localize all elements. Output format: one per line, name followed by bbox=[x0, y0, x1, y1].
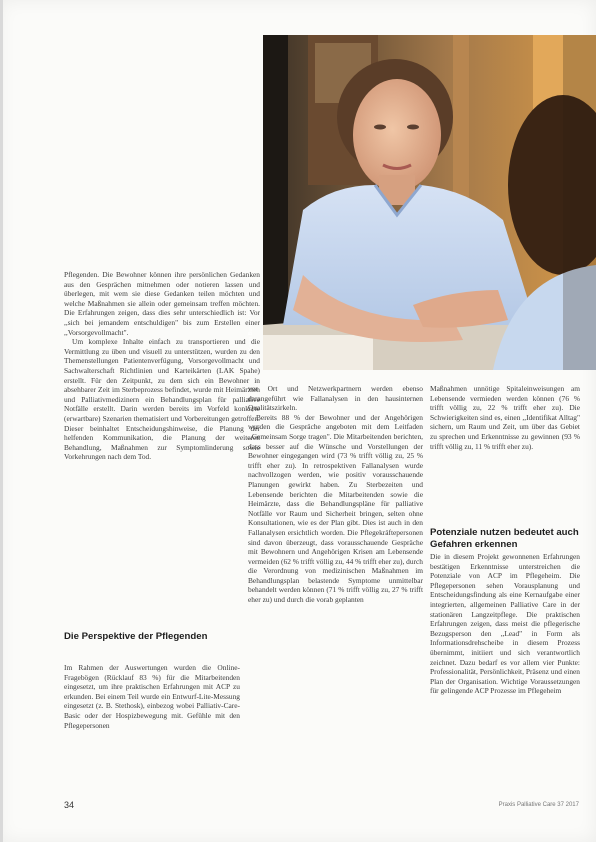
paragraph: Um komplexe Inhalte einfach zu transportieren und die Vermittlung zu üben und visuell zu unterstützen, wurden zu den Themenstellungen Patientenverfügung, Vorsorgevollmacht und Sachwalterschaft Richtlinien und Karteikärten (LAK Spahe) erstellt. Für den Zeitpunkt, zu dem sich ein Bewohner in absehbarer Zeit im Sterbeprozess befindet, wurde mit Heimärzten und Palliativmedizinern ein Behandlungsplan für palliative Notfälle erstellt. Darin werden bereits im Vorfeld konkrete (erwartbare) Szenarien thematisiert und Vorbereitungen getroffen. Dieser beinhaltet Entscheidungshinweise, die Planung der helfenden Kommunikation, die Planung der weiteren Behandlung, Maßnahmen zur Symptomlinderung sowie Vorkehrungen nach dem Tod. bbox=[64, 337, 260, 462]
column-1-bottom bbox=[64, 663, 240, 730]
scan-edge bbox=[0, 0, 3, 842]
column-2 bbox=[248, 384, 423, 605]
page-number: 34 bbox=[64, 800, 75, 810]
section-heading-perspective: Die Perspektive der Pflegenden bbox=[64, 631, 208, 642]
section-heading-potential: Potenziale nutzen bedeutet auch Gefahren erkennen bbox=[430, 527, 579, 550]
paragraph: Im Rahmen der Auswertungen wurden die Online-Fragebögen (Rücklauf 83 %) für die Mitarbeitenden eingesetzt, um ihre praktischen Erfahrungen mit ACP zu erkunden. Bei einem Teil wurde ein Entwurf-Lite-Messung eingesetzt (z. B. Stethosk), einbezog wobei Palliativ-Care-Basic oder der Hospizbewegung mit. Gefühle mit den Pflegepersonen bbox=[64, 663, 240, 730]
column-3-top bbox=[430, 384, 580, 451]
article-photo bbox=[263, 35, 596, 370]
column-3-bottom bbox=[430, 552, 580, 696]
paragraph: Maßnahmen unnötige Spitaleinweisungen am Lebensende vermieden werden können (76 % trifft völlig zu, 22 % trifft eher zu). Die Schwierigkeiten sind es, einen ,,Identifikat Alltag" sichern, um Raum und Zeit, um über das Gebiet zu sprechen und Erkenntnisse zu gewinnen (93 % trifft völlig zu, 11 % trifft eher zu). bbox=[430, 384, 580, 451]
photo-credit: Foto: Katrin Burse / IZF bbox=[248, 308, 254, 365]
paragraph: Pflegenden. Die Bewohner können ihre persönlichen Gedanken aus den Gesprächen mitnehmen oder notieren lassen und überlegen, mit wem sie diese Gedanken teilen möchten und welche Maßnahmen sie allein oder gemeinsam treffen möchten. Die Erfahrungen zeigen, dass dies sehr unterschiedlich ist: Vor ,,sich bei jemandem entschuldigen" bis zum Erstellen einer ,,Vorsorgevollmacht". bbox=[64, 270, 260, 337]
paragraph: Die in diesem Projekt gewonnenen Erfahrungen bestätigen Erkenntnisse unterstreichen die Potenziale von ACP im Pflegeheim. Die Pflegepersonen sehen Vorausplanung und Entscheidungsfindung als eine Kernaufgabe einer integrierten, allgemeinen Palliative Care in der stationären Langzeitpflege. Die praktischen Erfahrungen zeigen, dass meist die pflegerische Bezugsperson den ,,Lead" in Form als Informationsdrehscheibe in diesem Prozess übernimmt, initiiert und sich verantwortlich zeichnet. Dazu bedarf es vor allem vier Punkte: Professionalität, Persönlichkeit, Präsenz und einen Plan der Organisation. Wichtige Voraussetzungen für gelingende ACP Prozesse im Pflegeheim bbox=[430, 552, 580, 696]
paragraph: Bereits 88 % der Bewohner und der Angehörigen wurden die Gespräche angeboten mit dem Leitfaden ,,Gemeinsam Sorge tragen". Die Mitarbeitenden berichten, dass besser auf die Wünsche und Vorstellungen der Bewohner eingegangen wird (73 % trifft völlig zu, 25 % trifft eher zu). In retrospektiven Fallanalysen wurde nachvollzogen werden, wie positiv vorausschauende Planungen gewirkt haben. Zu Sterbezeiten und Lebensende berichten die Mitarbeitenden sowie die Heimärzte, dass die Behandlungspläne für palliative Notfälle vor Raum und Sicherheit bringen, selten ohne Konsultationen, wie es der Plan gibt. Dies ist auch in den Fallanalysen ersichtlich worden. Die Pflegekräftepersonen sind davon überzeugt, dass vorausschauende Gespräche mit Bewohnern und Angehörigen Krisen am Lebensende vermeiden (62 % trifft völlig zu, 44 % trifft eher zu), durch die Verordnung von medizinischen Maßnahmen im Behandlungsplan belastende Symptome unmittelbar behandelt werden können (71 % trifft völlig zu, 27 % trifft eher zu) und durch die vorab geplanten bbox=[248, 412, 423, 605]
journal-footer: Praxis Palliative Care 37 2017 bbox=[498, 802, 579, 808]
column-1-top bbox=[64, 270, 260, 462]
paragraph: vor Ort und Netzwerkpartnern werden ebenso darangeführt wie Fallanalysen in den hausinternen Qualitätszirkeln. bbox=[248, 384, 423, 413]
